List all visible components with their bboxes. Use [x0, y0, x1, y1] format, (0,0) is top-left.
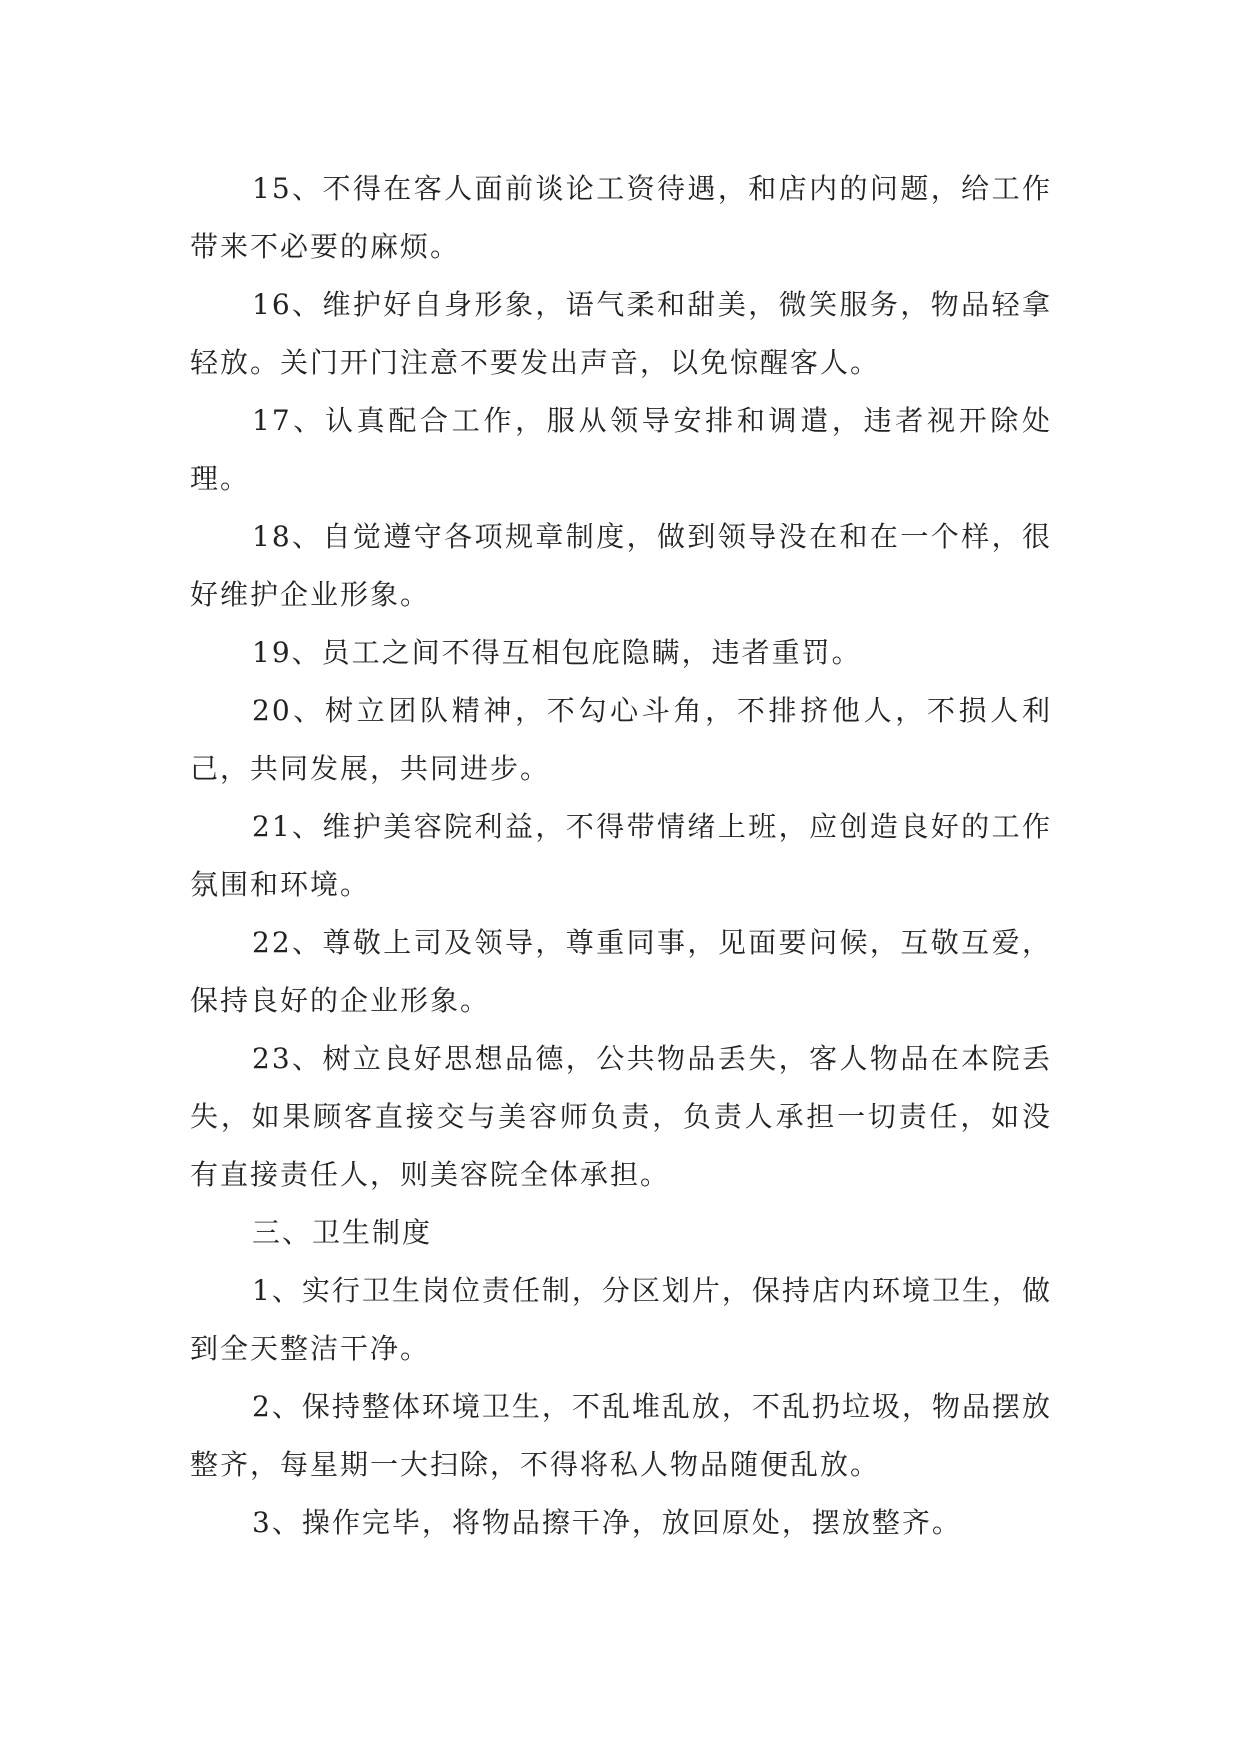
paragraph-hygiene-2: 2、保持整体环境卫生，不乱堆乱放，不乱扔垃圾，物品摆放整齐，每星期一大扫除，不得将私人物品随便乱放。 — [190, 1390, 1052, 1481]
paragraph-rule-15: 15、不得在客人面前谈论工资待遇，和店内的问题，给工作带来不必要的麻烦。 — [190, 172, 1052, 263]
paragraph-rule-23: 23、树立良好思想品德，公共物品丢失，客人物品在本院丢失，如果顾客直接交与美容师负责，负责人承担一切责任，如没有直接责任人，则美容院全体承担。 — [190, 1042, 1052, 1191]
paragraph-rule-20: 20、树立团队精神，不勾心斗角，不排挤他人，不损人利己，共同发展，共同进步。 — [190, 694, 1052, 785]
paragraph-rule-16: 16、维护好自身形象，语气柔和甜美，微笑服务，物品轻拿轻放。关门开门注意不要发出声音，以免惊醒客人。 — [190, 288, 1052, 379]
paragraph-hygiene-1: 1、实行卫生岗位责任制，分区划片，保持店内环境卫生，做到全天整洁干净。 — [190, 1274, 1052, 1365]
document-body — [190, 160, 1052, 1552]
paragraph-hygiene-3: 3、操作完毕，将物品擦干净，放回原处，摆放整齐。 — [252, 1506, 962, 1539]
paragraph-rule-19: 19、员工之间不得互相包庇隐瞒，违者重罚。 — [252, 636, 862, 669]
paragraph-rule-17: 17、认真配合工作，服从领导安排和调遣，违者视开除处理。 — [190, 404, 1052, 495]
section-heading-hygiene: 三、卫生制度 — [252, 1216, 433, 1249]
paragraph-rule-21: 21、维护美容院利益，不得带情绪上班，应创造良好的工作氛围和环境。 — [190, 810, 1052, 901]
paragraph-rule-18: 18、自觉遵守各项规章制度，做到领导没在和在一个样，很好维护企业形象。 — [190, 520, 1052, 611]
paragraph-rule-22: 22、尊敬上司及领导，尊重同事，见面要问候，互敬互爱，保持良好的企业形象。 — [190, 926, 1052, 1017]
